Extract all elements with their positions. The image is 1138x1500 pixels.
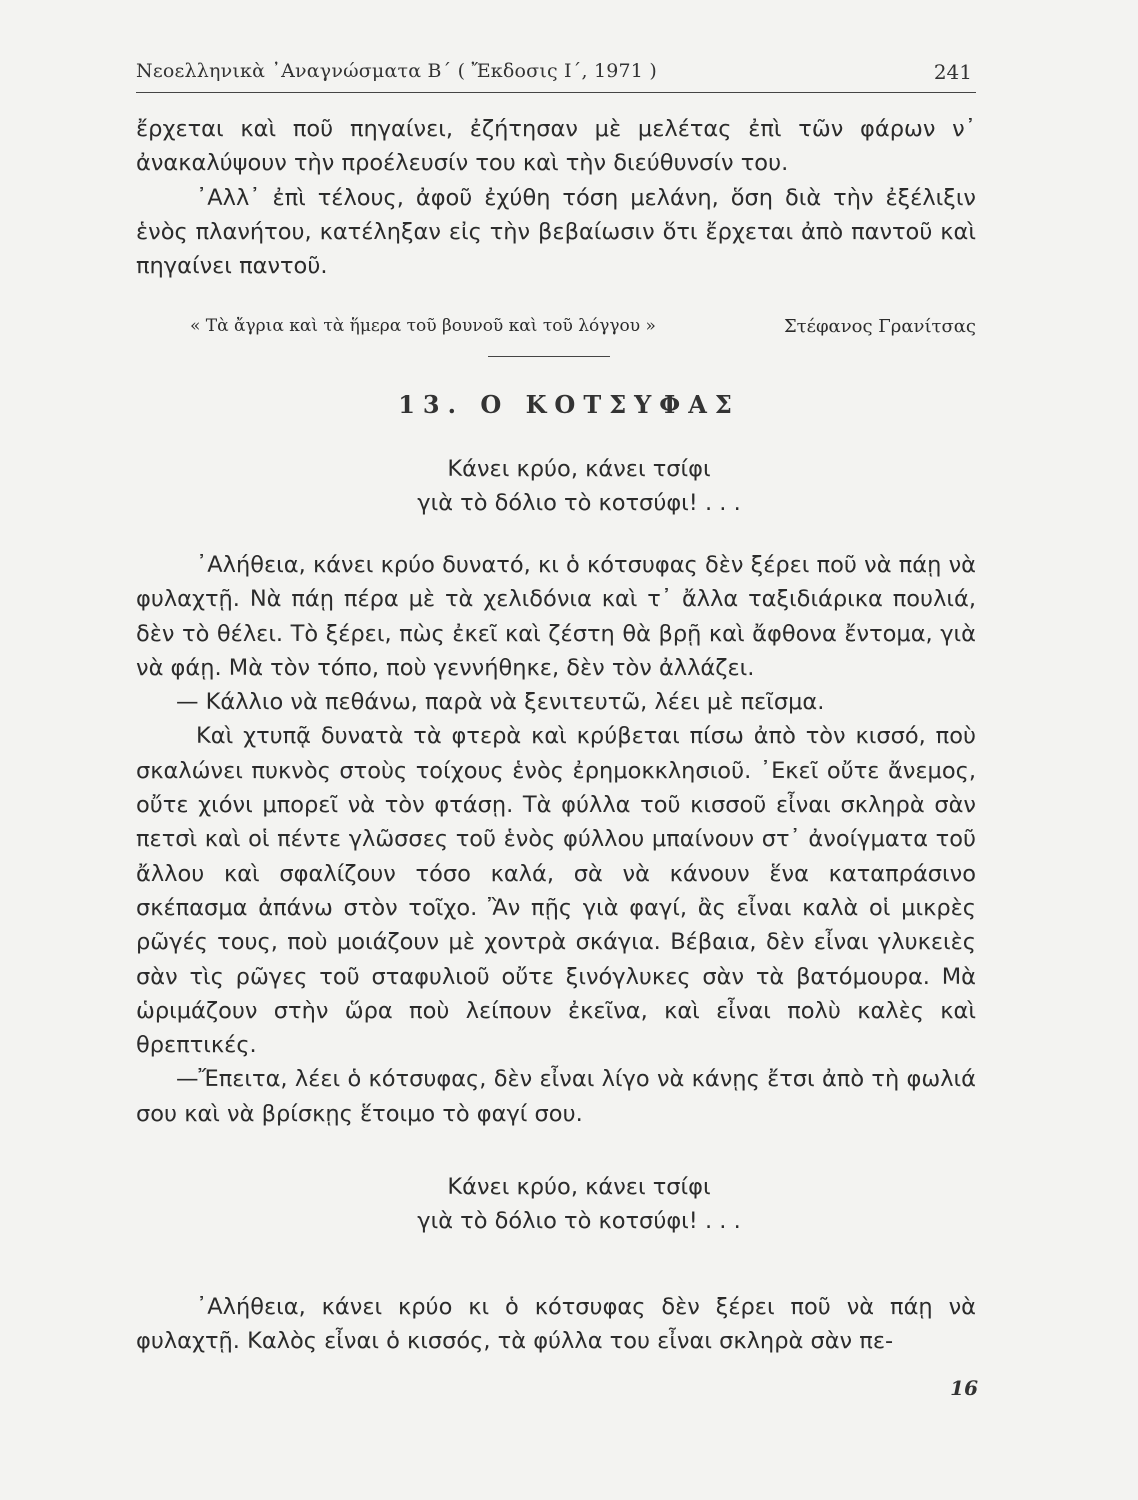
section-divider <box>488 356 610 357</box>
refrain-2 <box>0 1170 1138 1238</box>
main-paragraph-4: —Ἔπειτα, λέει ὁ κότσυφας, δὲν εἶναι λίγο νὰ κάνῃς ἔτσι ἀπὸ τὴ φωλιά σου καὶ νὰ βρίσκῃς ἕτοιμο τὸ φαγί σου. <box>136 1066 976 1127</box>
refrain-1 <box>0 452 1138 520</box>
page-number: 241 <box>933 60 972 84</box>
chapter-title: 13. Ο ΚΟΤΣΥΦΑΣ <box>398 390 740 419</box>
intro-paragraph-1: ἔρχεται καὶ ποῦ πηγαίνει, ἐζήτησαν μὲ μελέτας ἐπὶ τῶν φάρων ν᾿ ἀνακαλύψουν τὴν προέλευσίν του καὶ τὴν διεύθυνσίν του. <box>136 116 976 177</box>
signature-number: 16 <box>950 1376 978 1400</box>
refrain-1-line-1: Κάνει κρύο, κάνει τσίφι <box>447 456 711 482</box>
refrain-2-line-1: Κάνει κρύο, κάνει τσίφι <box>447 1174 711 1200</box>
citation-title: « Τὰ ἄγρια καὶ τὰ ἥμερα τοῦ βουνοῦ καὶ τοῦ λόγγου » <box>190 316 656 336</box>
intro-paragraph-2: ᾿Αλλ᾿ ἐπὶ τέλους, ἀφοῦ ἐχύθη τόση μελάνη, ὅση διὰ τὴν ἐξέλιξιν ἑνὸς πλανήτου, κατέληξαν εἰς τὴν βεβαίωσιν ὅτι ἔρχεται ἀπὸ παντοῦ καὶ πηγαίνει παντοῦ. <box>136 184 976 280</box>
citation-author: Στέφανος Γρανίτσας <box>783 316 976 337</box>
refrain-2-line-2: γιὰ τὸ δόλιο τὸ κοτσύφι! . . . <box>417 1208 741 1234</box>
main-paragraph-3: Καὶ χτυπᾷ δυνατὰ τὰ φτερὰ καὶ κρύβεται πίσω ἀπὸ τὸν κισσό, ποὺ σκαλώνει πυκνὸς στοὺς τοίχους ἑνὸς ἐρημοκκλησιοῦ. ᾿Εκεῖ οὔτε ἄνεμος, οὔτε χιόνι μπορεῖ νὰ τὸν φτάσῃ. Τὰ φύλλα τοῦ κισσοῦ εἶναι σκληρὰ σὰν πετσὶ καὶ οἱ πέντε γλῶσσες τοῦ ἑνὸς φύλλου μπαίνουν στ᾿ ἀνοίγματα τοῦ ἄλλου καὶ σφαλίζουν τόσο καλά, σὰ νὰ κάνουν ἕνα καταπράσινο σκέπασμα ἀπάνω στὸν τοῖχο. Ἂν πῇς γιὰ φαγί, ἂς εἶναι καλὰ οἱ μικρὲς ρῶγές τους, ποὺ μοιάζουν μὲ χοντρὰ σκάγια. Βέβαια, δὲν εἶναι γλυκειὲς σὰν τὶς ρῶγες τοῦ σταφυλιοῦ οὔτε ξινόγλυκες σὰν τὰ βατόμουρα. Μὰ ὡριμάζουν στὴν ὥρα ποὺ λείπουν ἐκεῖνα, καὶ εἶναι πολὺ καλὲς καὶ θρεπτικές. <box>136 723 976 1059</box>
main-paragraph-2: — Κάλλιο νὰ πεθάνω, παρὰ νὰ ξενιτευτῶ, λέει μὲ πεῖσμα. <box>176 689 825 716</box>
running-header <box>136 48 976 93</box>
closing-paragraph: ᾿Αλήθεια, κάνει κρύο κι ὁ κότσυφας δὲν ξέρει ποῦ νὰ πάῃ νὰ φυλαχτῇ. Καλὸς εἶναι ὁ κισσός, τὰ φύλλα του εἶναι σκληρὰ σὰν πε- <box>136 1294 976 1355</box>
intro-text <box>136 112 976 283</box>
main-text <box>136 548 976 1131</box>
closing-text <box>136 1290 976 1359</box>
refrain-1-line-2: γιὰ τὸ δόλιο τὸ κοτσύφι! . . . <box>417 490 741 516</box>
book-title: Νεοελληνικὰ ᾿Αναγνώσματα Β΄ ( Ἔκδοσις Ι΄, 1971 ) <box>136 60 657 82</box>
main-paragraph-1: ᾿Αλήθεια, κάνει κρύο δυνατό, κι ὁ κότσυφας δὲν ξέρει ποῦ νὰ πάῃ νὰ φυλαχτῇ. Νὰ πάῃ πέρα μὲ τὰ χελιδόνια καὶ τ᾿ ἄλλα ταξιδιάρικα πουλιά, δὲν τὸ θέλει. Τὸ ξέρει, πὼς ἐκεῖ καὶ ζέστη θὰ βρῇ καὶ ἄφθονα ἔντομα, γιὰ νὰ φάῃ. Μὰ τὸν τόπο, ποὺ γεννήθηκε, δὲν τὸν ἀλλάζει. <box>136 552 976 681</box>
